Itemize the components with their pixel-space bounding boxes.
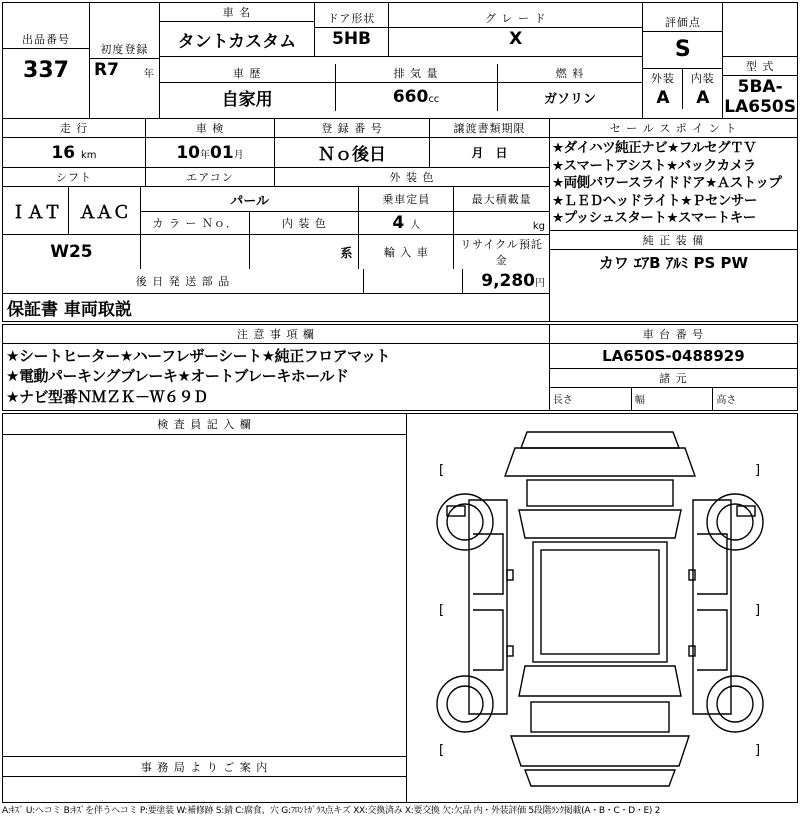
legend-footer: A:ｷｽﾞ U:ヘコミ B:ｷｽﾞを伴うヘコミ P:要塗装 W:補修跡 S:錆 C:腐食、穴 G:ﾌﾛﾝﾄｶﾞﾗｽ点キズ XX:交換済み X:要交換 欠:欠品 内・外装評価 5段階ﾗﾝｸ掲載(A・B・C・D・E) 2 — [2, 806, 661, 816]
transfer-deadline-value — [430, 138, 550, 168]
genuine-equipment-value: カワ ｴｱB ｱﾙﾐ PS PW — [598, 254, 749, 273]
inspector-label: 検 査 員 記 入 欄 — [3, 414, 406, 434]
exterior-color-value: パール — [140, 187, 359, 212]
sales-point-line: ★ＬＥＤヘッドライト★Ｐセンサー — [552, 192, 757, 209]
vehicle-diagram — [407, 414, 798, 803]
shift-value: ＩＡＴ — [3, 187, 69, 235]
mileage-label: 走 行 — [3, 119, 146, 138]
svg-text:[: [ — [439, 463, 445, 478]
door-shape-cell — [314, 3, 388, 57]
interior-color-blank — [140, 235, 250, 270]
interior-color-value: 系 — [250, 235, 359, 270]
office-block — [3, 756, 407, 802]
shaken-label: 車 検 — [146, 119, 275, 138]
registration-number-label: 登 録 番 号 — [275, 119, 430, 138]
maxload-label: 最大積載量 — [454, 187, 549, 212]
registration-year: R7 — [94, 60, 119, 80]
score-value: S — [674, 37, 691, 62]
displacement-value — [335, 83, 497, 112]
first-registration-cell — [90, 3, 160, 119]
shaken-year: 10 — [176, 142, 200, 163]
history-label: 車 歴 — [160, 64, 335, 83]
transfer-month: 月 — [471, 146, 484, 160]
interior-score-value: A — [683, 87, 722, 109]
inspector-notes-area[interactable] — [3, 434, 406, 754]
history-disp-fuel-row — [159, 57, 643, 119]
sales-point-line: ★スマートアシスト★バックカメラ — [552, 157, 756, 174]
grade-cell — [389, 3, 643, 57]
office-notes-area[interactable] — [3, 777, 406, 802]
door-shape-value: 5HB — [331, 29, 371, 49]
header-table — [2, 2, 798, 119]
registration-number-value: Ｎｏ後日 — [275, 138, 430, 168]
sales-point-line: ★両側パワースライドドア★Ａストップ — [552, 175, 782, 192]
recycle-value — [463, 269, 550, 293]
model-label: 型 式 — [723, 57, 797, 76]
car-name-label: 車 名 — [160, 3, 314, 22]
maxload-value — [454, 212, 549, 235]
transfer-deadline-label: 譲渡書類期限 — [430, 119, 550, 138]
later-parts-value: 保証書 車両取説 — [7, 300, 132, 320]
inspector-block — [3, 414, 407, 757]
chassis-label: 車 台 番 号 — [550, 325, 797, 344]
notes-list — [3, 344, 549, 411]
car-outline-svg — [407, 414, 793, 802]
fuel-label: 燃 料 — [497, 64, 642, 83]
left-details — [3, 119, 550, 322]
score-label: 評価点 — [643, 13, 722, 32]
dimensions-label: 諸 元 — [550, 369, 797, 388]
score-cell — [643, 3, 723, 119]
exterior-color-label: 外 装 色 — [275, 168, 550, 187]
svg-text:]: ] — [755, 743, 761, 758]
fuel-value: ガソリン — [497, 83, 642, 112]
length-label: 長さ — [550, 388, 632, 410]
door-shape-label: ドア形状 — [315, 9, 388, 28]
lot-label: 出品番号 — [3, 30, 89, 49]
seats-unit: 人 — [410, 220, 421, 231]
exterior-score-value: A — [656, 87, 670, 108]
genuine-equipment-label: 純 正 装 備 — [550, 230, 797, 249]
seats-number: 4 — [392, 213, 405, 233]
shaken-month: 01 — [210, 142, 234, 163]
chassis-block — [549, 325, 797, 411]
office-label: 事 務 局 よ り ご 案 内 — [3, 757, 406, 777]
width-label: 幅 — [631, 388, 713, 410]
interior-score-label: 内装 — [683, 68, 722, 87]
grade-label: グ レ ー ド — [389, 9, 642, 28]
model-value: 5BA-LA650S — [724, 77, 796, 117]
mileage-value — [3, 138, 146, 168]
displacement-number: 660 — [392, 87, 429, 107]
svg-text:[: [ — [439, 743, 445, 758]
svg-text:[: [ — [439, 603, 445, 618]
later-parts-label: 後 日 発 送 部 品 — [3, 269, 364, 293]
import-value — [364, 269, 463, 293]
mileage-number: 16 — [51, 142, 76, 163]
seats-value — [359, 212, 454, 235]
seats-label: 乗車定員 — [359, 187, 454, 212]
displacement-label: 排 気 量 — [335, 64, 497, 83]
aircon-label: エアコン — [146, 168, 275, 187]
car-name-value: タントカスタム — [177, 31, 297, 52]
sales-points-label: セ ー ル ス ポ イ ン ト — [550, 119, 797, 138]
sales-points-list — [550, 138, 797, 231]
sales-point-line: ★プッシュスタート★スマートキー — [552, 210, 756, 227]
model-cell — [723, 57, 798, 119]
import-label: 輸 入 車 — [359, 235, 454, 270]
inspector-diagram-block — [2, 413, 798, 803]
shift-label: シフト — [3, 168, 146, 187]
auction-sheet — [0, 2, 800, 816]
sales-point-line: ★ダイハツ純正ナビ★フルセグＴＶ — [552, 140, 757, 156]
shaken-value — [146, 138, 275, 168]
aircon-value: ＡＡＣ — [69, 187, 141, 235]
color-no-value: W25 — [3, 235, 140, 270]
recycle-number: 9,280 — [481, 271, 536, 291]
registration-year-unit: 年 — [143, 69, 154, 80]
lot-cell — [3, 3, 90, 119]
notes-block — [3, 325, 550, 411]
middle-block — [2, 119, 798, 322]
height-label: 高さ — [716, 395, 737, 407]
notes-line: ★ナビ型番ＮＭＺＫ－Ｗ６９Ｄ — [6, 387, 208, 406]
color-no-label: カ ラ ー Ｎｏ． — [140, 212, 250, 235]
lot-number: 337 — [23, 57, 69, 83]
svg-text:]: ] — [755, 463, 761, 478]
grade-value: X — [509, 29, 523, 49]
first-registration-label: 初度登録 — [90, 40, 159, 59]
recycle-unit: 円 — [535, 278, 546, 289]
shaken-year-unit: 年 — [200, 149, 210, 161]
notes-line: ★シートヒーター★ハーフレザーシート★純正フロアマット — [6, 347, 390, 365]
history-value: 自家用 — [160, 83, 335, 112]
displacement-unit: cc — [428, 94, 440, 105]
shaken-month-unit: 月 — [233, 149, 244, 161]
chassis-value: LA650S-0488929 — [550, 344, 797, 369]
maxload-unit: kg — [532, 220, 546, 232]
car-name-cell — [159, 3, 314, 57]
transfer-day: 日 — [495, 146, 508, 160]
notes-line: ★電動パーキングブレーキ★オートブレーキホールド — [6, 367, 349, 386]
notes-label: 注 意 事 項 欄 — [3, 325, 549, 344]
interior-color-label: 内 装 色 — [250, 212, 359, 235]
recycle-label: リサイクル預託金 — [454, 235, 549, 270]
svg-text:]: ] — [755, 603, 761, 618]
sales-points-block — [550, 119, 798, 322]
mileage-unit: km — [81, 149, 97, 161]
notes-chassis-block — [2, 324, 798, 411]
exterior-score-label: 外装 — [643, 68, 682, 87]
